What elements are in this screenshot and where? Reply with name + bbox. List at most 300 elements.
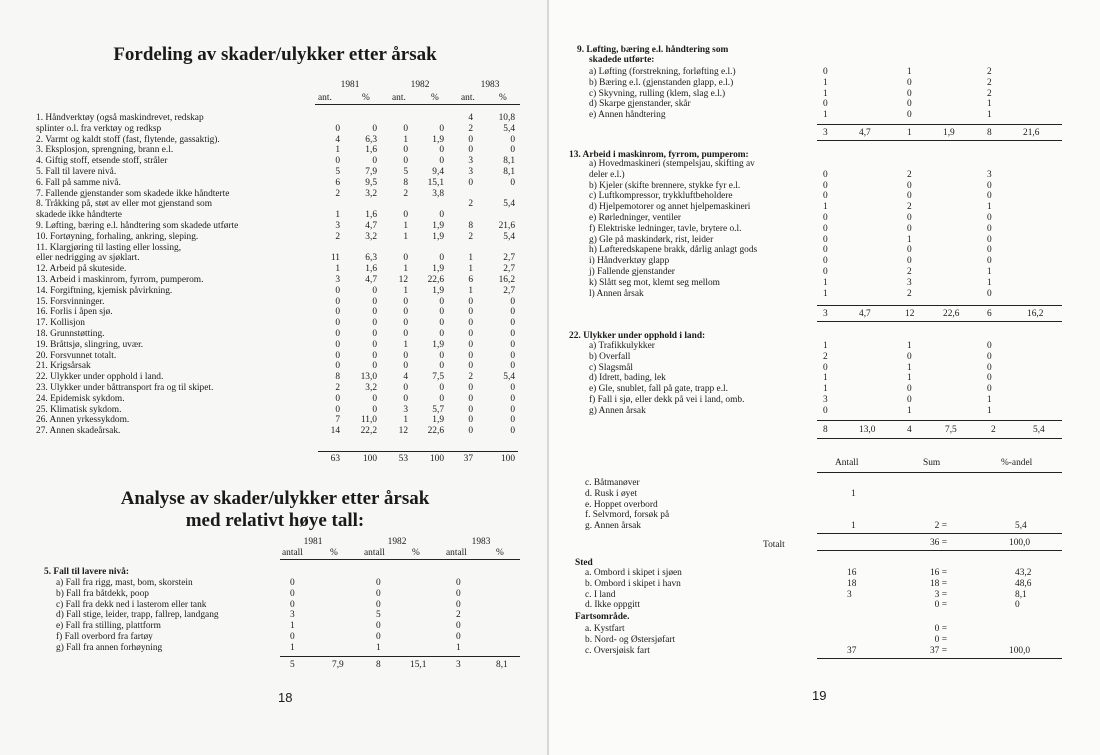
cause-row: 14. Forgiftning, kjemisk påvirkning. <box>36 285 173 296</box>
cell-value: 0 <box>335 123 340 134</box>
sec5-item: e) Fall fra stilling, plattform <box>56 621 161 632</box>
sec13-1982 <box>907 159 912 299</box>
cell-value: 3 <box>335 274 340 285</box>
cell-value: 43,2 <box>1015 568 1032 578</box>
cell-value <box>455 243 473 254</box>
cell-value: 0 <box>823 256 828 267</box>
cell-value: 0 <box>468 404 473 415</box>
sec9-total: 1 <box>907 128 912 138</box>
cell-value: 0 <box>987 234 992 245</box>
cell-value: 2 <box>987 77 992 88</box>
cell-value: 0 <box>468 145 473 156</box>
cell-value: 0 <box>987 373 992 384</box>
cell-value: 10,8 <box>498 113 515 123</box>
total-value: 100 <box>362 454 377 464</box>
cell-value: 0 <box>907 256 912 267</box>
cell-value: 4,7 <box>365 220 377 231</box>
cell-value: 1 <box>468 264 473 275</box>
sec22-total: 8 <box>823 425 828 435</box>
cell-value: 0 <box>403 296 408 307</box>
sted-item: b. Ombord i skipet i havn <box>585 578 681 589</box>
cell-value: 22,2 <box>360 426 377 437</box>
misc-antall <box>851 478 856 532</box>
cell-value: 18 = <box>929 578 947 589</box>
total-rule <box>817 533 1062 534</box>
cell-value: 0 <box>335 350 340 361</box>
total-rule <box>817 420 1062 421</box>
cell-value <box>482 210 515 221</box>
sec13-item: e) Rørledninger, ventiler <box>589 212 682 223</box>
cell-value: 0 <box>987 288 992 299</box>
total-rule <box>318 451 518 452</box>
cell-value: 2 = <box>934 521 947 532</box>
cause-row: 12. Arbeid på skuteside. <box>36 264 127 275</box>
cell-value: 0 <box>468 177 473 188</box>
sec22-total: 5,4 <box>1033 425 1045 435</box>
sec22-list <box>589 341 744 417</box>
cell-value: 3 <box>468 156 473 167</box>
cell-value: 0 <box>372 361 377 372</box>
col-sub: ant. <box>392 93 406 103</box>
sec5-item: b) Fall fra båtdekk, poop <box>56 588 149 599</box>
cell-value: 1 <box>335 145 340 156</box>
cell-value: 1,9 <box>432 134 444 145</box>
cause-row: 3. Eksplosjon, sprengning, brann e.l. <box>36 145 174 156</box>
cell-value: 0 <box>823 405 828 416</box>
col-1982-pct <box>412 113 444 437</box>
sec13-item: a) Hovedmaskineri (stempelsjau, skifting av <box>589 159 755 169</box>
cell-value: 14 <box>330 426 340 437</box>
cell-value: 1 <box>907 405 912 416</box>
sec9-item: c) Skyvning, rulling (klem, slag e.l.) <box>589 88 726 99</box>
cell-value: 0 <box>468 361 473 372</box>
sec9-total: 3 <box>823 128 828 138</box>
totalt-sum: 36 = <box>929 538 947 548</box>
cell-value: 1 <box>907 362 912 373</box>
cell-value: 5 <box>376 610 381 621</box>
cell-value <box>322 199 340 210</box>
cell-value: 0 <box>907 88 912 99</box>
cell-value: 1 <box>468 285 473 296</box>
cell-value: 1 <box>987 266 992 277</box>
col-head-sum: Sum <box>923 458 941 468</box>
cell-value: 0 <box>439 253 444 264</box>
cell-value: 0 <box>510 350 515 361</box>
cell-value: 0 <box>335 393 340 404</box>
sec13-1981 <box>823 159 828 299</box>
cell-value: 0 <box>468 328 473 339</box>
cell-value: 2 <box>335 231 340 242</box>
cell-value: 1 <box>823 202 828 213</box>
cell-value: 3 <box>335 220 340 231</box>
cell-value: 0 <box>907 99 912 110</box>
misc-pct <box>1015 478 1027 532</box>
cell-value: 1,9 <box>432 264 444 275</box>
cell-value: 0 <box>372 307 377 318</box>
cell-value: 22,6 <box>427 426 444 437</box>
cell-value: 1 <box>987 202 992 213</box>
cell-value: 1 <box>823 384 828 395</box>
cell-value: 1 <box>907 234 912 245</box>
sec9-total: 21,6 <box>1023 128 1040 138</box>
cell-value: 4 <box>403 372 408 383</box>
sted-sum <box>899 568 947 611</box>
cell-value: 1,9 <box>432 220 444 231</box>
total-value: 37 <box>463 454 473 464</box>
cell-value: 8,1 <box>503 166 515 177</box>
cause-row: 11. Klargjøring til lasting eller lossing, <box>36 242 182 253</box>
cause-row: 19. Bråttsjø, slingring, uvær. <box>36 339 144 350</box>
cause-row: 9. Løfting, bæring e.l. håndtering som skadede utførte <box>36 220 239 231</box>
cell-value: 1 <box>987 277 992 288</box>
misc-list <box>585 478 669 532</box>
misc-item: e. Hoppet overbord <box>585 499 658 510</box>
page-number: 19 <box>812 688 827 703</box>
cell-value <box>823 159 828 170</box>
cell-value: 1 <box>290 621 295 632</box>
cell-value: 0 <box>335 339 340 350</box>
col-sub: % <box>496 548 504 558</box>
cell-value: 1 <box>823 110 828 121</box>
sted-item: c. I land <box>585 589 616 600</box>
cell-value: 0 <box>987 191 992 202</box>
cell-value <box>847 600 856 611</box>
cell-value: 1 <box>987 405 992 416</box>
cause-row: eller nedrigging av sjøklart. <box>36 253 140 264</box>
cell-value: 0 <box>987 212 992 223</box>
sec5-total: 8,1 <box>496 660 508 670</box>
cell-value: 0 <box>456 578 461 588</box>
cell-value: 0 <box>823 362 828 373</box>
cell-value: 0 <box>907 223 912 234</box>
cell-value: 0 <box>510 393 515 404</box>
totalt-label: Totalt <box>763 540 785 550</box>
cause-row: 25. Klimatisk sykdom. <box>36 404 122 415</box>
cause-row: 21. Krigsårsak <box>36 361 91 372</box>
cell-value: 8 <box>335 372 340 383</box>
cell-value: 0 <box>372 339 377 350</box>
sec22-total: 2 <box>991 425 996 435</box>
cell-value: 5 <box>403 166 408 177</box>
cell-value: 18 <box>847 578 857 589</box>
cell-value: 0 <box>510 145 515 156</box>
fart-item: b. Nord- og Østersjøfart <box>585 634 676 645</box>
cell-value: 3 <box>907 277 912 288</box>
cell-value: 1 <box>823 277 828 288</box>
cell-value: 0 <box>468 382 473 393</box>
cause-row: 10. Fortøyning, forhaling, ankring, sleping. <box>36 231 199 242</box>
fart-item: a. Kystfart <box>585 624 625 634</box>
cell-value <box>1015 478 1027 489</box>
cell-value: 0 <box>456 599 461 610</box>
cell-value: 0 <box>468 350 473 361</box>
page-number: 18 <box>278 690 293 705</box>
cell-value: 0 <box>376 578 381 588</box>
sted-pct <box>1015 568 1031 611</box>
cell-value <box>412 113 444 124</box>
cause-row: 22. Ulykker under opphold i land. <box>36 372 164 383</box>
sec5-item: a) Fall fra rigg, mast, bom, skorstein <box>56 578 193 588</box>
cell-value: 1 <box>403 285 408 296</box>
cell-value: 1 <box>403 339 408 350</box>
cause-row: 17. Kollisjon <box>36 318 85 329</box>
col-1982-ant <box>390 113 408 437</box>
cell-value: 0 <box>510 415 515 426</box>
cell-value <box>412 199 444 210</box>
cell-value: 12 <box>398 274 408 285</box>
sec13-1983 <box>987 159 992 299</box>
cell-value: 0 = <box>934 624 947 634</box>
cell-value: 6 <box>468 274 473 285</box>
cell-value: 0 <box>403 123 408 134</box>
cell-value: 1 <box>456 642 461 653</box>
cell-value: 15,1 <box>427 177 444 188</box>
cell-value: 21,6 <box>498 220 515 231</box>
sec9-heading: skadede utførte: <box>589 55 655 65</box>
cell-value: 4 <box>335 134 340 145</box>
fart-pct <box>1009 624 1030 656</box>
col-sub: % <box>499 93 507 103</box>
cell-value <box>1015 510 1027 521</box>
cell-value: 0 <box>468 318 473 329</box>
cause-list <box>36 113 238 437</box>
cell-value: 0 <box>1015 600 1020 611</box>
sec22-item: g) Annen årsak <box>589 405 646 416</box>
cause-row: 24. Epidemisk sykdom. <box>36 393 125 404</box>
misc-sum <box>899 478 947 532</box>
cell-value: 7 <box>335 415 340 426</box>
cell-value <box>322 113 340 124</box>
cause-row: 15. Forsvinninger. <box>36 296 105 307</box>
cell-value: 37 <box>847 645 857 656</box>
cell-value: 1 <box>823 77 828 88</box>
cell-value: 5,4 <box>503 199 515 210</box>
cell-value: 0 <box>987 256 992 267</box>
cell-value: 0 <box>823 67 828 77</box>
cell-value: 0 <box>510 296 515 307</box>
cell-value: 0 <box>907 351 912 362</box>
cell-value <box>851 510 856 521</box>
cell-value: 2 <box>987 67 992 77</box>
sec9-item: d) Skarpe gjenstander, skår <box>589 99 691 110</box>
left-page <box>0 0 549 755</box>
misc-item: d. Rusk i øyet <box>585 488 638 499</box>
cell-value: 2 <box>823 351 828 362</box>
cell-value: 8,1 <box>1015 589 1027 600</box>
sec9-heading: 9. Løfting, bæring e.l. håndtering som <box>577 45 729 55</box>
cell-value: 2,7 <box>503 285 515 296</box>
cell-value: 0 <box>907 245 912 256</box>
sec13-total: 12 <box>905 309 915 319</box>
cell-value: 0 <box>468 415 473 426</box>
cell-value: 5,4 <box>503 123 515 134</box>
sec9-total: 8 <box>987 128 992 138</box>
cause-row: 20. Forsvunnet totalt. <box>36 350 117 361</box>
sec13-item: d) Hjelpemotorer og annet hjelpemaskineri <box>589 202 751 213</box>
cell-value: 0 <box>907 384 912 395</box>
cell-value <box>1015 500 1027 511</box>
fart-antall <box>847 624 856 656</box>
col-sub: antall <box>364 548 385 558</box>
cell-value: 1,9 <box>432 285 444 296</box>
cell-value: 0 <box>510 339 515 350</box>
sec22-1981 <box>823 341 828 417</box>
cell-value: 0 <box>987 351 992 362</box>
cell-value: 1 <box>987 99 992 110</box>
cell-value: 0 <box>987 384 992 395</box>
sec5-item: g) Fall fra annen forhøyning <box>56 642 163 653</box>
cell-value: 0 <box>290 588 295 599</box>
sec9-item: b) Bæring e.l. (gjenstanden glapp, e.l.) <box>589 77 734 88</box>
sec22-item: e) Gle, snublet, fall på gate, trapp e.l. <box>589 384 729 395</box>
cell-value: 3 <box>847 589 852 600</box>
sec5-1981 <box>290 578 295 654</box>
sec5-heading: 5. Fall til lavere nivå: <box>44 567 129 577</box>
cause-row: splinter o.l. fra verktøy og redksp <box>36 123 162 134</box>
cell-value: 16 = <box>929 568 947 578</box>
cell-value <box>455 210 473 221</box>
sec22-item: b) Overfall <box>589 351 631 362</box>
cell-value: 0 <box>987 362 992 373</box>
cell-value: 2 <box>907 169 912 180</box>
cause-row: 2. Varmt og kaldt stoff (fast, flytende, gassaktig). <box>36 134 220 145</box>
sec9-item: a) Løfting (forstrekning, forløfting e.l.) <box>589 67 736 77</box>
cell-value: 0 <box>468 134 473 145</box>
cell-value: 5,4 <box>503 231 515 242</box>
sec9-1981 <box>823 67 828 121</box>
sec22-1982 <box>907 341 912 417</box>
sec13-item: k) Slått seg mot, klemt seg mellom <box>589 277 720 288</box>
cell-value: 2 <box>335 382 340 393</box>
sted-list <box>585 568 682 611</box>
cell-value: 1 <box>335 264 340 275</box>
sec5-item: d) Fall stige, leider, trapp, fallrep, landgang <box>56 610 219 621</box>
sec22-item: f) Fall i sjø, eller dekk på vei i land, omb. <box>589 394 745 405</box>
col-1981-pct <box>345 113 377 437</box>
cell-value: 0 <box>372 318 377 329</box>
year-header: 1982 <box>387 537 407 547</box>
cell-value <box>851 500 856 511</box>
cell-value: 3,2 <box>365 382 377 393</box>
cell-value: 0 <box>439 328 444 339</box>
cell-value: 0 <box>372 156 377 167</box>
cause-row: 6. Fall på samme nivå. <box>36 177 121 188</box>
year-header: 1982 <box>410 80 430 90</box>
cell-value: 0 <box>372 285 377 296</box>
cell-value: 0 <box>823 266 828 277</box>
total-rule <box>817 658 1062 659</box>
cell-value: 16,2 <box>498 274 515 285</box>
cell-value: 1,6 <box>365 145 377 156</box>
cell-value: 0 <box>510 177 515 188</box>
cause-row: 4. Giftig stoff, etsende stoff, stråler <box>36 156 168 167</box>
cell-value <box>345 113 377 124</box>
sec22-item: c) Slagsmål <box>589 362 634 373</box>
cause-row: 26. Annen yrkessykdom. <box>36 415 130 426</box>
cell-value: 1 <box>403 264 408 275</box>
cell-value: 5 <box>335 166 340 177</box>
cell-value: 0 <box>987 245 992 256</box>
sec9-total: 1,9 <box>943 128 955 138</box>
cell-value: 0 <box>439 382 444 393</box>
cell-value: 9,4 <box>432 166 444 177</box>
cause-row: 13. Arbeid i maskinrom, fyrrom, pumperom. <box>36 274 204 285</box>
cell-value: 9,5 <box>365 177 377 188</box>
cell-value: 0 <box>335 328 340 339</box>
sec22-total: 4 <box>907 425 912 435</box>
section-title: Analyse av skader/ulykker etter årsak <box>120 488 430 509</box>
cell-value: 0 <box>468 393 473 404</box>
sec13-item: b) Kjeler (skifte brennere, stykke fyr e.l. <box>589 180 741 191</box>
section-title: med relativt høye tall: <box>185 510 365 531</box>
sec5-list <box>56 578 219 654</box>
sec5-1982 <box>376 578 381 654</box>
total-value: 100 <box>500 454 515 464</box>
cell-value <box>899 478 947 489</box>
cell-value: 1 <box>987 394 992 405</box>
cell-value: 1 <box>851 521 856 532</box>
cell-value <box>907 159 912 170</box>
cell-value: 0 <box>439 350 444 361</box>
misc-item: c. Båtmanøver <box>585 478 640 488</box>
cell-value: 5,7 <box>432 404 444 415</box>
cell-value: 3 <box>403 404 408 415</box>
cell-value: 0 = <box>934 634 947 645</box>
cell-value <box>1009 624 1030 635</box>
cell-value: 0 <box>335 296 340 307</box>
fart-list <box>585 624 675 656</box>
cell-value: 2 <box>468 123 473 134</box>
page-title: Fordeling av skader/ulykker etter årsak <box>113 44 437 65</box>
cell-value <box>847 635 856 646</box>
cause-row: 18. Grunnstøtting. <box>36 328 105 339</box>
cell-value <box>345 243 377 254</box>
cell-value: 0 <box>823 191 828 202</box>
total-rule <box>280 656 520 657</box>
cell-value: 7,5 <box>432 372 444 383</box>
fart-sum <box>899 624 947 656</box>
section-rule <box>817 438 1062 439</box>
cell-value <box>390 243 408 254</box>
cell-value <box>482 189 515 200</box>
header-rule <box>280 559 520 560</box>
cell-value: 0 <box>907 110 912 121</box>
cell-value: 22,6 <box>427 274 444 285</box>
cell-value: 0 <box>439 296 444 307</box>
sec5-item: c) Fall fra dekk ned i lasterom eller tank <box>56 599 207 610</box>
cause-row: 16. Forlis i åpen sjø. <box>36 307 113 318</box>
cell-value: 1,9 <box>432 231 444 242</box>
cell-value: 6 <box>335 177 340 188</box>
cell-value: 0 <box>987 223 992 234</box>
cell-value <box>390 113 408 124</box>
cell-value <box>899 510 947 521</box>
cell-value: 0 <box>439 393 444 404</box>
cell-value: 3 = <box>934 589 947 600</box>
cell-value: 0 <box>987 341 992 351</box>
cell-value: 0 <box>468 339 473 350</box>
cell-value: 2,7 <box>503 253 515 264</box>
cell-value: 1 <box>335 210 340 221</box>
cell-value: 0 <box>335 361 340 372</box>
cell-value: 1 <box>823 88 828 99</box>
total-value: 100 <box>429 454 444 464</box>
cell-value <box>455 189 473 200</box>
header-rule <box>315 104 520 105</box>
cell-value: 3,2 <box>365 231 377 242</box>
cell-value: 0 <box>335 307 340 318</box>
cell-value: 0 <box>372 328 377 339</box>
